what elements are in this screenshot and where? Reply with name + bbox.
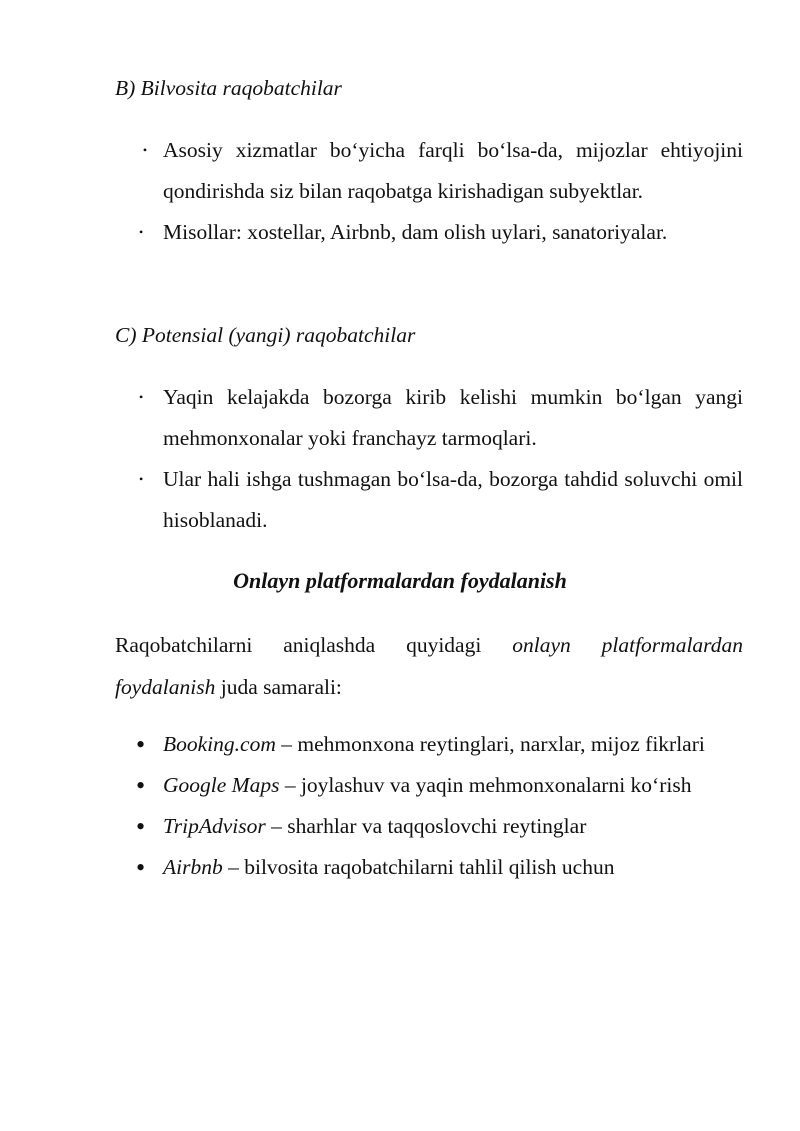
platform-list — [115, 724, 743, 888]
list-item-text: Misollar: xostellar, Airbnb, dam olish uylari, sanatoriyalar. — [163, 220, 668, 244]
list-item — [115, 130, 743, 212]
online-platforms-title: Onlayn platformalardan foydalanish — [233, 568, 567, 593]
platform-name: Airbnb — [163, 855, 223, 879]
bullet-icon: • — [139, 472, 144, 486]
list-item — [115, 377, 743, 459]
list-item — [115, 806, 743, 847]
intro-text-start: Raqobatchilarni aniqlashda quyidagi — [115, 633, 513, 657]
section-c-list — [115, 377, 743, 541]
platform-desc: – sharhlar va taqqoslovchi reytinglar — [265, 814, 587, 838]
list-item — [115, 847, 743, 888]
list-item-text: Asosiy xizmatlar bo‘yicha farqli bo‘lsa-da, mijozlar ehtiyojini qondirishda siz bilan raqobatga kirishadigan subyektlar. — [163, 138, 743, 203]
intro-text-end: juda samarali: — [215, 675, 342, 699]
platform-name: TripAdvisor — [163, 814, 266, 838]
list-item — [115, 724, 743, 765]
bullet-icon: • — [136, 853, 146, 882]
intro-text-emphasis: onlayn platformalardan foydalanish — [115, 633, 743, 699]
section-b-list — [115, 130, 743, 253]
platform-name: Google Maps — [163, 773, 280, 797]
bullet-icon: • — [136, 771, 146, 800]
platform-desc: – bilvosita raqobatchilarni tahlil qilish uchun — [222, 855, 615, 879]
platform-desc: – joylashuv va yaqin mehmonxonalarni ko‘rish — [279, 773, 692, 797]
bullet-icon: • — [139, 390, 144, 404]
list-item-text: Yaqin kelajakda bozorga kirib kelishi mumkin bo‘lgan yangi mehmonxonalar yoki franchayz tarmoqlari. — [163, 385, 743, 450]
intro-paragraph — [115, 624, 743, 708]
bullet-icon: • — [139, 225, 144, 239]
platform-desc: – mehmonxona reytinglari, narxlar, mijoz fikrlari — [275, 732, 705, 756]
list-item — [115, 765, 743, 806]
platform-name: Booking.com — [163, 732, 276, 756]
bullet-icon: • — [136, 812, 146, 841]
list-item-text: Ular hali ishga tushmagan bo‘lsa-da, bozorga tahdid soluvchi omil hisoblanadi. — [163, 467, 743, 532]
bullet-icon: • — [136, 730, 146, 759]
list-item — [115, 212, 743, 253]
list-item — [115, 459, 743, 541]
section-c-heading: C) Potensial (yangi) raqobatchilar — [115, 323, 416, 347]
section-b-heading: B) Bilvosita raqobatchilar — [115, 76, 342, 100]
bullet-icon: • — [142, 143, 148, 157]
